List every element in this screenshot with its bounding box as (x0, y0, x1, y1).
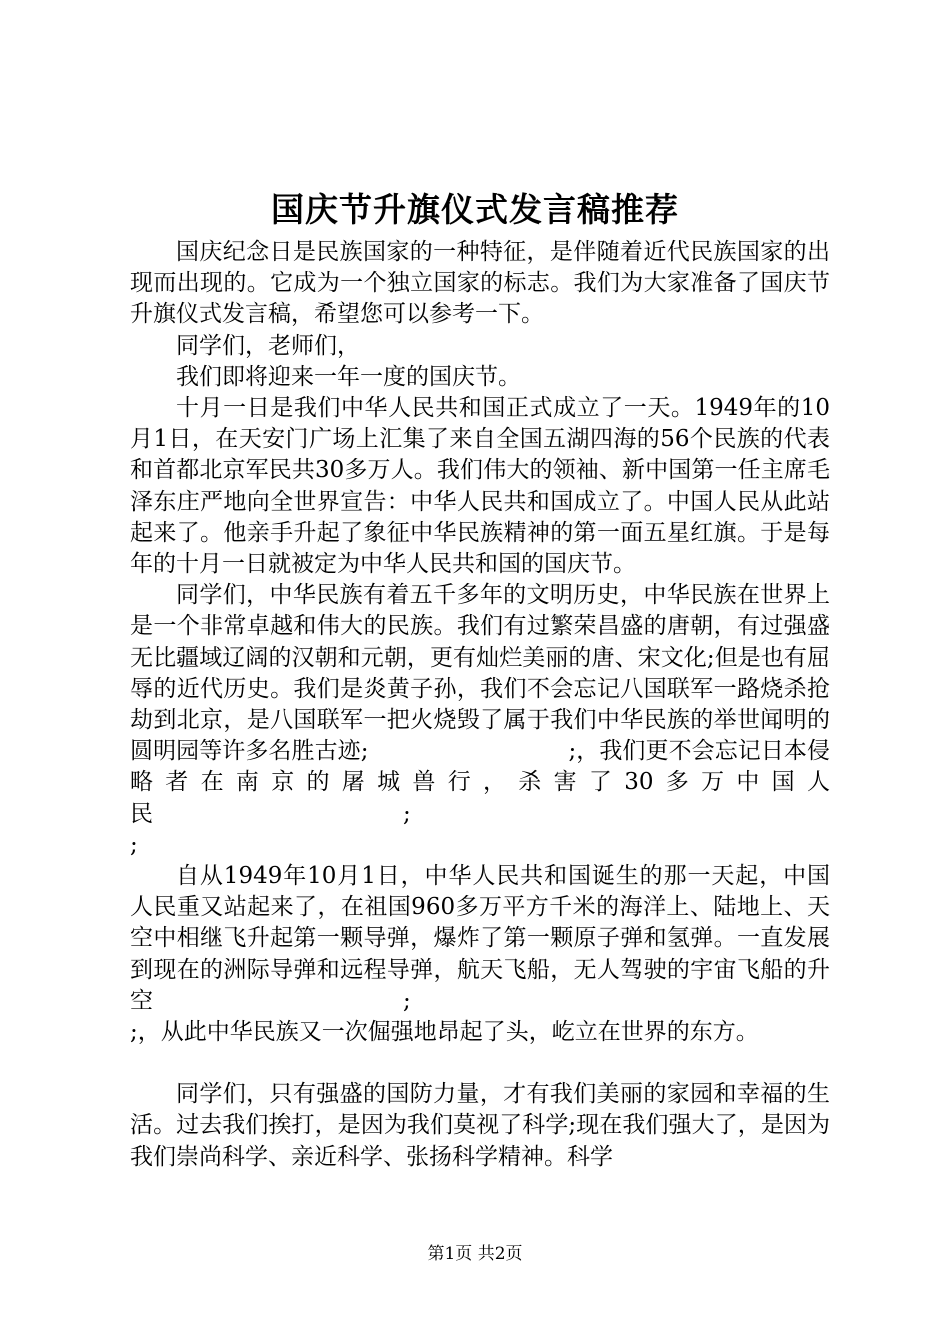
fragment-3: ; (403, 800, 411, 827)
paragraph-history-text: 同学们，中华民族有着五千多年的文明历史，中华民族在世界上是一个非常卓越和伟大的民族。我们有过繁荣昌盛的唐朝，有过强盛无比疆域辽阔的汉朝和元朝，更有灿烂美丽的唐、宋文化;但是也有屈辱的近代历史。我们是炎黄子孙，我们不会忘记八国联军一路烧杀抢劫到北京，是八国联军一把火烧毁了属于我们中华民族的举世闻明的圆明园等许多名胜古迹 (130, 582, 830, 765)
paragraph-spacer (130, 1048, 830, 1079)
fragment-1: ; (360, 738, 369, 765)
page-title: 国庆节升旗仪式发言稿推荐 (271, 190, 679, 229)
document-body (130, 237, 830, 1173)
paragraph-founding: 十月一日是我们中华人民共和国正式成立了一天。1949年的10月1日，在天安门广场上汇集了来自全国五湖四海的56个民族的代表和首都北京军民共30多万人。我们伟大的领袖、新中国第一任主席毛泽东庄严地向全世界宣告：中华人民共和国成立了。中国人民从此站起来了。他亲手升起了象征中华民族精神的第一面五星红旗。于是每年的十月一日就被定为中华人民共和国的国庆节。 (130, 395, 830, 578)
fragment-4-line (130, 830, 830, 861)
fragment-6-line (130, 1017, 830, 1048)
fragment-2: ;，我们更不会忘记日本侵略者在南京的屠城兽行，杀害了30多万中国人民 (130, 738, 831, 827)
paragraph-intro: 国庆纪念日是民族国家的一种特征，是伴随着近代民族国家的出现而出现的。它成为一个独立国家的标志。我们为大家准备了国庆节升旗仪式发言稿，希望您可以参考一下。 (130, 239, 830, 328)
paragraph-defense: 同学们，只有强盛的国防力量，才有我们美丽的家园和幸福的生活。过去我们挨打，是因为我们莫视了科学;现在我们强大了，是因为我们崇尚科学、亲近科学、张扬科学精神。科学 (130, 1081, 830, 1170)
paragraph-greeting: 同学们，老师们， (176, 332, 360, 359)
paragraph-development (130, 861, 830, 1017)
paragraph-national-day: 我们即将迎来一年一度的国庆节。 (176, 363, 521, 390)
paragraph-history (130, 580, 830, 830)
fragment-6: ;，从此中华民族又一次倔强地昂起了头，屹立在世界的东方。 (130, 1019, 759, 1046)
fragment-5: ; (403, 987, 411, 1014)
page-footer: 第1页 共2页 (427, 1244, 523, 1264)
fragment-4: ; (130, 831, 138, 858)
paragraph-development-text: 自从1949年10月1日，中华人民共和国诞生的那一天起，中国人民重又站起来了，在祖国960多万平方千米的海洋上、陆地上、天空中相继飞升起第一颗导弹，爆炸了第一颗原子弹和氢弹。一直发展到现在的洲际导弹和远程导弹，航天飞船，无人驾驶的宇宙飞船的升空 (130, 863, 830, 1014)
